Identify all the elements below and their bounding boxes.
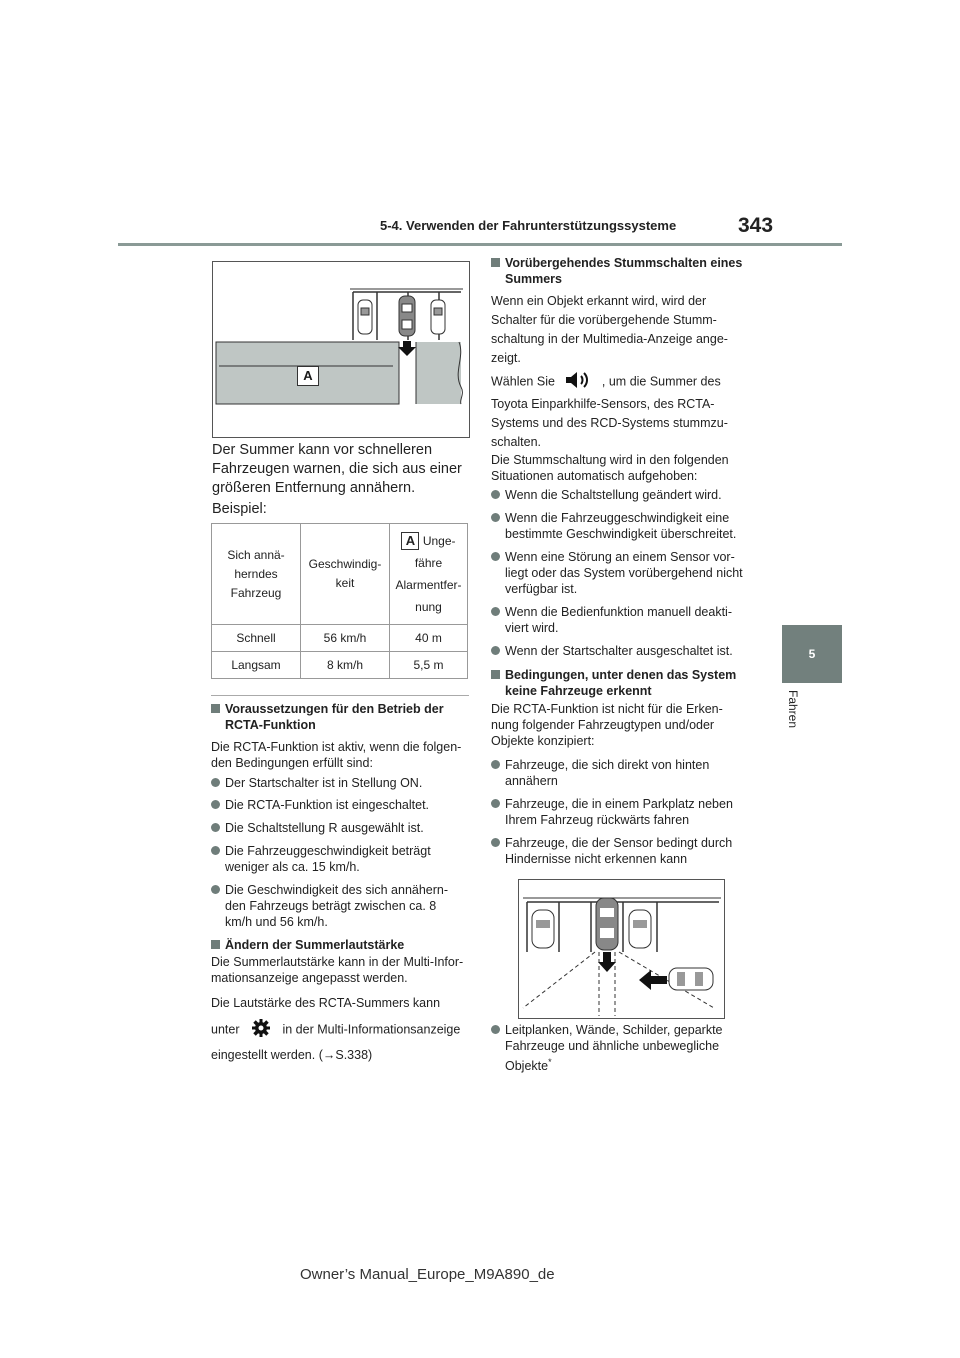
list-item-line: Die Geschwindigkeit des sich annähern- bbox=[225, 883, 449, 897]
bullet-icon bbox=[211, 800, 220, 809]
heading-line: Bedingungen, unter denen das System bbox=[505, 668, 737, 682]
bullet-icon bbox=[211, 846, 220, 855]
figure-parking-lane bbox=[212, 261, 470, 438]
list-item bbox=[211, 882, 448, 930]
table-cell: Schnell bbox=[212, 625, 301, 652]
list-item bbox=[491, 510, 736, 542]
parked-car-right bbox=[431, 300, 445, 334]
list-item-line: weniger als ca. 15 km/h. bbox=[225, 860, 360, 874]
list-item bbox=[491, 835, 732, 867]
intro-text bbox=[212, 441, 474, 498]
bullet-icon bbox=[491, 646, 500, 655]
parking-diagram bbox=[213, 262, 469, 437]
heading-line: Ändern der Summerlautstärke bbox=[225, 938, 405, 952]
intro-line: Fahrzeugen warnen, die sich aus einer bbox=[212, 461, 462, 477]
paragraph bbox=[211, 954, 473, 986]
speaker-icon bbox=[564, 370, 592, 394]
distance-label-badge: A bbox=[297, 366, 319, 386]
square-bullet-icon bbox=[491, 258, 500, 267]
header-text: Geschwindig- bbox=[308, 557, 382, 571]
distance-label-badge: A bbox=[401, 532, 419, 550]
table-header-cell bbox=[390, 524, 468, 625]
paragraph: Die Lautstärke des RCTA-Summers kann bbox=[211, 996, 441, 1010]
header-rule bbox=[118, 243, 842, 246]
bullet-icon bbox=[491, 490, 500, 499]
list-item-line: Fahrzeuge und ähnliche unbewegliche bbox=[505, 1039, 720, 1053]
table-header-row bbox=[212, 524, 468, 625]
paragraph: eingestellt werden. (→S.338) bbox=[211, 1048, 373, 1062]
chapter-number: 5 bbox=[808, 647, 816, 661]
paragraph-text: Wählen Sie bbox=[491, 374, 555, 389]
paragraph-line: Toyota Einparkhilfe-Sensors, des RCTA- bbox=[491, 397, 715, 411]
paragraph-text: in der Multi-Informationsanzeige bbox=[282, 1022, 461, 1037]
list-item-line: viert wird. bbox=[505, 621, 559, 635]
section-heading bbox=[211, 937, 404, 953]
intro-line: Der Summer kann vor schnelleren bbox=[212, 442, 433, 458]
list-item-line: Fahrzeuge, die der Sensor bedingt durch bbox=[505, 836, 733, 850]
section-title: 5-4. Verwenden der Fahrunterstützungssysteme bbox=[380, 218, 677, 233]
list-item-line: verfügbar ist. bbox=[505, 582, 578, 596]
bullet-icon bbox=[491, 838, 500, 847]
list-item bbox=[491, 757, 709, 789]
section-heading bbox=[491, 667, 736, 699]
header-text: fähre bbox=[414, 556, 443, 570]
list-item-line: Die RCTA-Funktion ist eingeschaltet. bbox=[225, 798, 430, 812]
bullet-icon bbox=[491, 760, 500, 769]
list-item-line: Die Fahrzeuggeschwindigkeit beträgt bbox=[225, 844, 431, 858]
heading-line: Vorübergehendes Stummschalten eines bbox=[505, 256, 743, 270]
bullet-icon bbox=[491, 1025, 500, 1034]
list-item-line bbox=[505, 1054, 723, 1074]
paragraph-line: Situationen automatisch aufgehoben: bbox=[491, 469, 698, 483]
bullet-icon bbox=[211, 885, 220, 894]
paragraph-text: unter bbox=[211, 1022, 240, 1037]
bullet-icon bbox=[491, 552, 500, 561]
paragraph-line: Die Summerlautstärke kann in der Multi-Infor- bbox=[211, 955, 464, 969]
intro-line: größeren Entfernung annähern. bbox=[212, 480, 416, 496]
paragraph bbox=[491, 292, 753, 368]
paragraph-line: Die RCTA-Funktion ist aktiv, wenn die folgen- bbox=[211, 740, 462, 754]
header-text-a bbox=[391, 530, 466, 552]
list-item bbox=[211, 775, 422, 791]
chapter-tab bbox=[782, 625, 842, 683]
header-text: Sich annä- bbox=[227, 547, 285, 562]
table-cell: 40 m bbox=[390, 625, 468, 652]
table-cell: Langsam bbox=[212, 652, 301, 679]
divider bbox=[211, 695, 469, 696]
speed-table bbox=[211, 523, 468, 679]
list-item bbox=[491, 549, 743, 597]
footnote-marker: * bbox=[548, 1057, 552, 1067]
figure-obstruction bbox=[518, 879, 725, 1019]
table-header-cell bbox=[212, 524, 301, 625]
own-car bbox=[399, 296, 415, 336]
paragraph-line: Schalter für die vorübergehende Stumm- bbox=[491, 313, 717, 327]
chapter-label: Fahren bbox=[786, 690, 800, 729]
paragraph-line: Die Stummschaltung wird in den folgenden bbox=[491, 453, 729, 467]
bullet-icon bbox=[491, 607, 500, 616]
table-header-cell bbox=[301, 524, 390, 625]
list-item-line: Fahrzeuge, die in einem Parkplatz neben bbox=[505, 797, 733, 811]
paragraph-text: , um die Summer des bbox=[601, 374, 721, 389]
header-text: Fahrzeug bbox=[230, 585, 282, 600]
list-item-line: Wenn die Fahrzeuggeschwindigkeit eine bbox=[505, 511, 730, 525]
list-item-line: den Fahrzeugs beträgt zwischen ca. 8 bbox=[225, 899, 437, 913]
paragraph-line: mationsanzeige angepasst werden. bbox=[211, 971, 408, 985]
bullet-icon bbox=[491, 513, 500, 522]
paragraph-with-icon bbox=[491, 370, 721, 394]
list-item-line: km/h und 56 km/h. bbox=[225, 915, 328, 929]
list-item-line: Hindernisse nicht erkennen kann bbox=[505, 852, 688, 866]
footer-text: Owner’s Manual_Europe_M9A890_de bbox=[300, 1266, 555, 1283]
list-item-line: Leitplanken, Wände, Schilder, geparkte bbox=[505, 1023, 723, 1037]
parked-car-left bbox=[358, 300, 372, 334]
list-item-line: Ihrem Fahrzeug rückwärts fahren bbox=[505, 813, 690, 827]
paragraph-line: Die RCTA-Funktion ist nicht für die Erken- bbox=[491, 702, 723, 716]
bullet-icon bbox=[211, 778, 220, 787]
header-text: herndes bbox=[234, 566, 278, 581]
heading-line: Summers bbox=[505, 272, 562, 286]
paragraph-with-icon bbox=[211, 1018, 460, 1042]
list-item bbox=[491, 643, 733, 659]
paragraph-line: schaltung in der Multimedia-Anzeige ange- bbox=[491, 332, 728, 346]
table-row bbox=[212, 625, 468, 652]
list-item bbox=[211, 797, 429, 813]
list-item-text: Objekte bbox=[505, 1059, 549, 1074]
example-label: Beispiel: bbox=[212, 501, 267, 517]
heading-line: keine Fahrzeuge erkennt bbox=[505, 684, 652, 698]
header-text: keit bbox=[335, 576, 355, 590]
list-item-line: Fahrzeuge, die sich direkt von hinten bbox=[505, 758, 710, 772]
square-bullet-icon bbox=[211, 704, 220, 713]
list-item-line: bestimmte Geschwindigkeit überschreitet. bbox=[505, 527, 737, 541]
header-text: Unge- bbox=[422, 534, 456, 548]
table-row bbox=[212, 652, 468, 679]
section-heading bbox=[211, 701, 485, 733]
list-item-line: Wenn der Startschalter ausgeschaltet ist. bbox=[505, 644, 733, 658]
table-cell: 56 km/h bbox=[301, 625, 390, 652]
list-item bbox=[491, 1022, 723, 1074]
section-heading bbox=[491, 255, 742, 287]
header-text: Alarmentfer- bbox=[395, 578, 462, 592]
list-item bbox=[211, 820, 424, 836]
paragraph-line: Systems und des RCD-Systems stummzu- bbox=[491, 416, 728, 430]
heading-line: RCTA-Funktion bbox=[225, 718, 316, 732]
list-item bbox=[491, 796, 733, 828]
table-cell: 8 km/h bbox=[301, 652, 390, 679]
paragraph bbox=[491, 395, 753, 484]
obstruction-diagram bbox=[519, 880, 724, 1018]
list-item-line: Die Schaltstellung R ausgewählt ist. bbox=[225, 821, 424, 835]
paragraph bbox=[211, 739, 473, 771]
gear-icon bbox=[251, 1018, 271, 1042]
paragraph-line: schalten. bbox=[491, 435, 542, 449]
paragraph-line: zeigt. bbox=[491, 351, 521, 365]
list-item bbox=[491, 604, 732, 636]
header-text: nung bbox=[415, 600, 442, 614]
bullet-icon bbox=[211, 823, 220, 832]
list-item-line: annähern bbox=[505, 774, 558, 788]
list-item bbox=[211, 843, 431, 875]
list-item-line: Wenn eine Störung an einem Sensor vor- bbox=[505, 550, 735, 564]
square-bullet-icon bbox=[491, 670, 500, 679]
paragraph-line: Objekte konzipiert: bbox=[491, 734, 595, 748]
paragraph-line: den Bedingungen erfüllt sind: bbox=[211, 756, 373, 770]
list-item bbox=[491, 487, 722, 503]
list-item-line: liegt oder das System vorübergehend nicht bbox=[505, 566, 743, 580]
paragraph bbox=[491, 701, 753, 749]
bullet-icon bbox=[491, 799, 500, 808]
table-cell: 5,5 m bbox=[390, 652, 468, 679]
paragraph-line: nung folgender Fahrzeugtypen und/oder bbox=[491, 718, 715, 732]
list-item-line: Wenn die Bedienfunktion manuell deakti- bbox=[505, 605, 732, 619]
list-item-line: Wenn die Schaltstellung geändert wird. bbox=[505, 488, 722, 502]
heading-line: Voraussetzungen für den Betrieb der bbox=[225, 702, 444, 716]
list-item-line: Der Startschalter ist in Stellung ON. bbox=[225, 776, 423, 790]
square-bullet-icon bbox=[211, 940, 220, 949]
page-number: 343 bbox=[738, 214, 774, 237]
paragraph-line: Wenn ein Objekt erkannt wird, wird der bbox=[491, 294, 707, 308]
